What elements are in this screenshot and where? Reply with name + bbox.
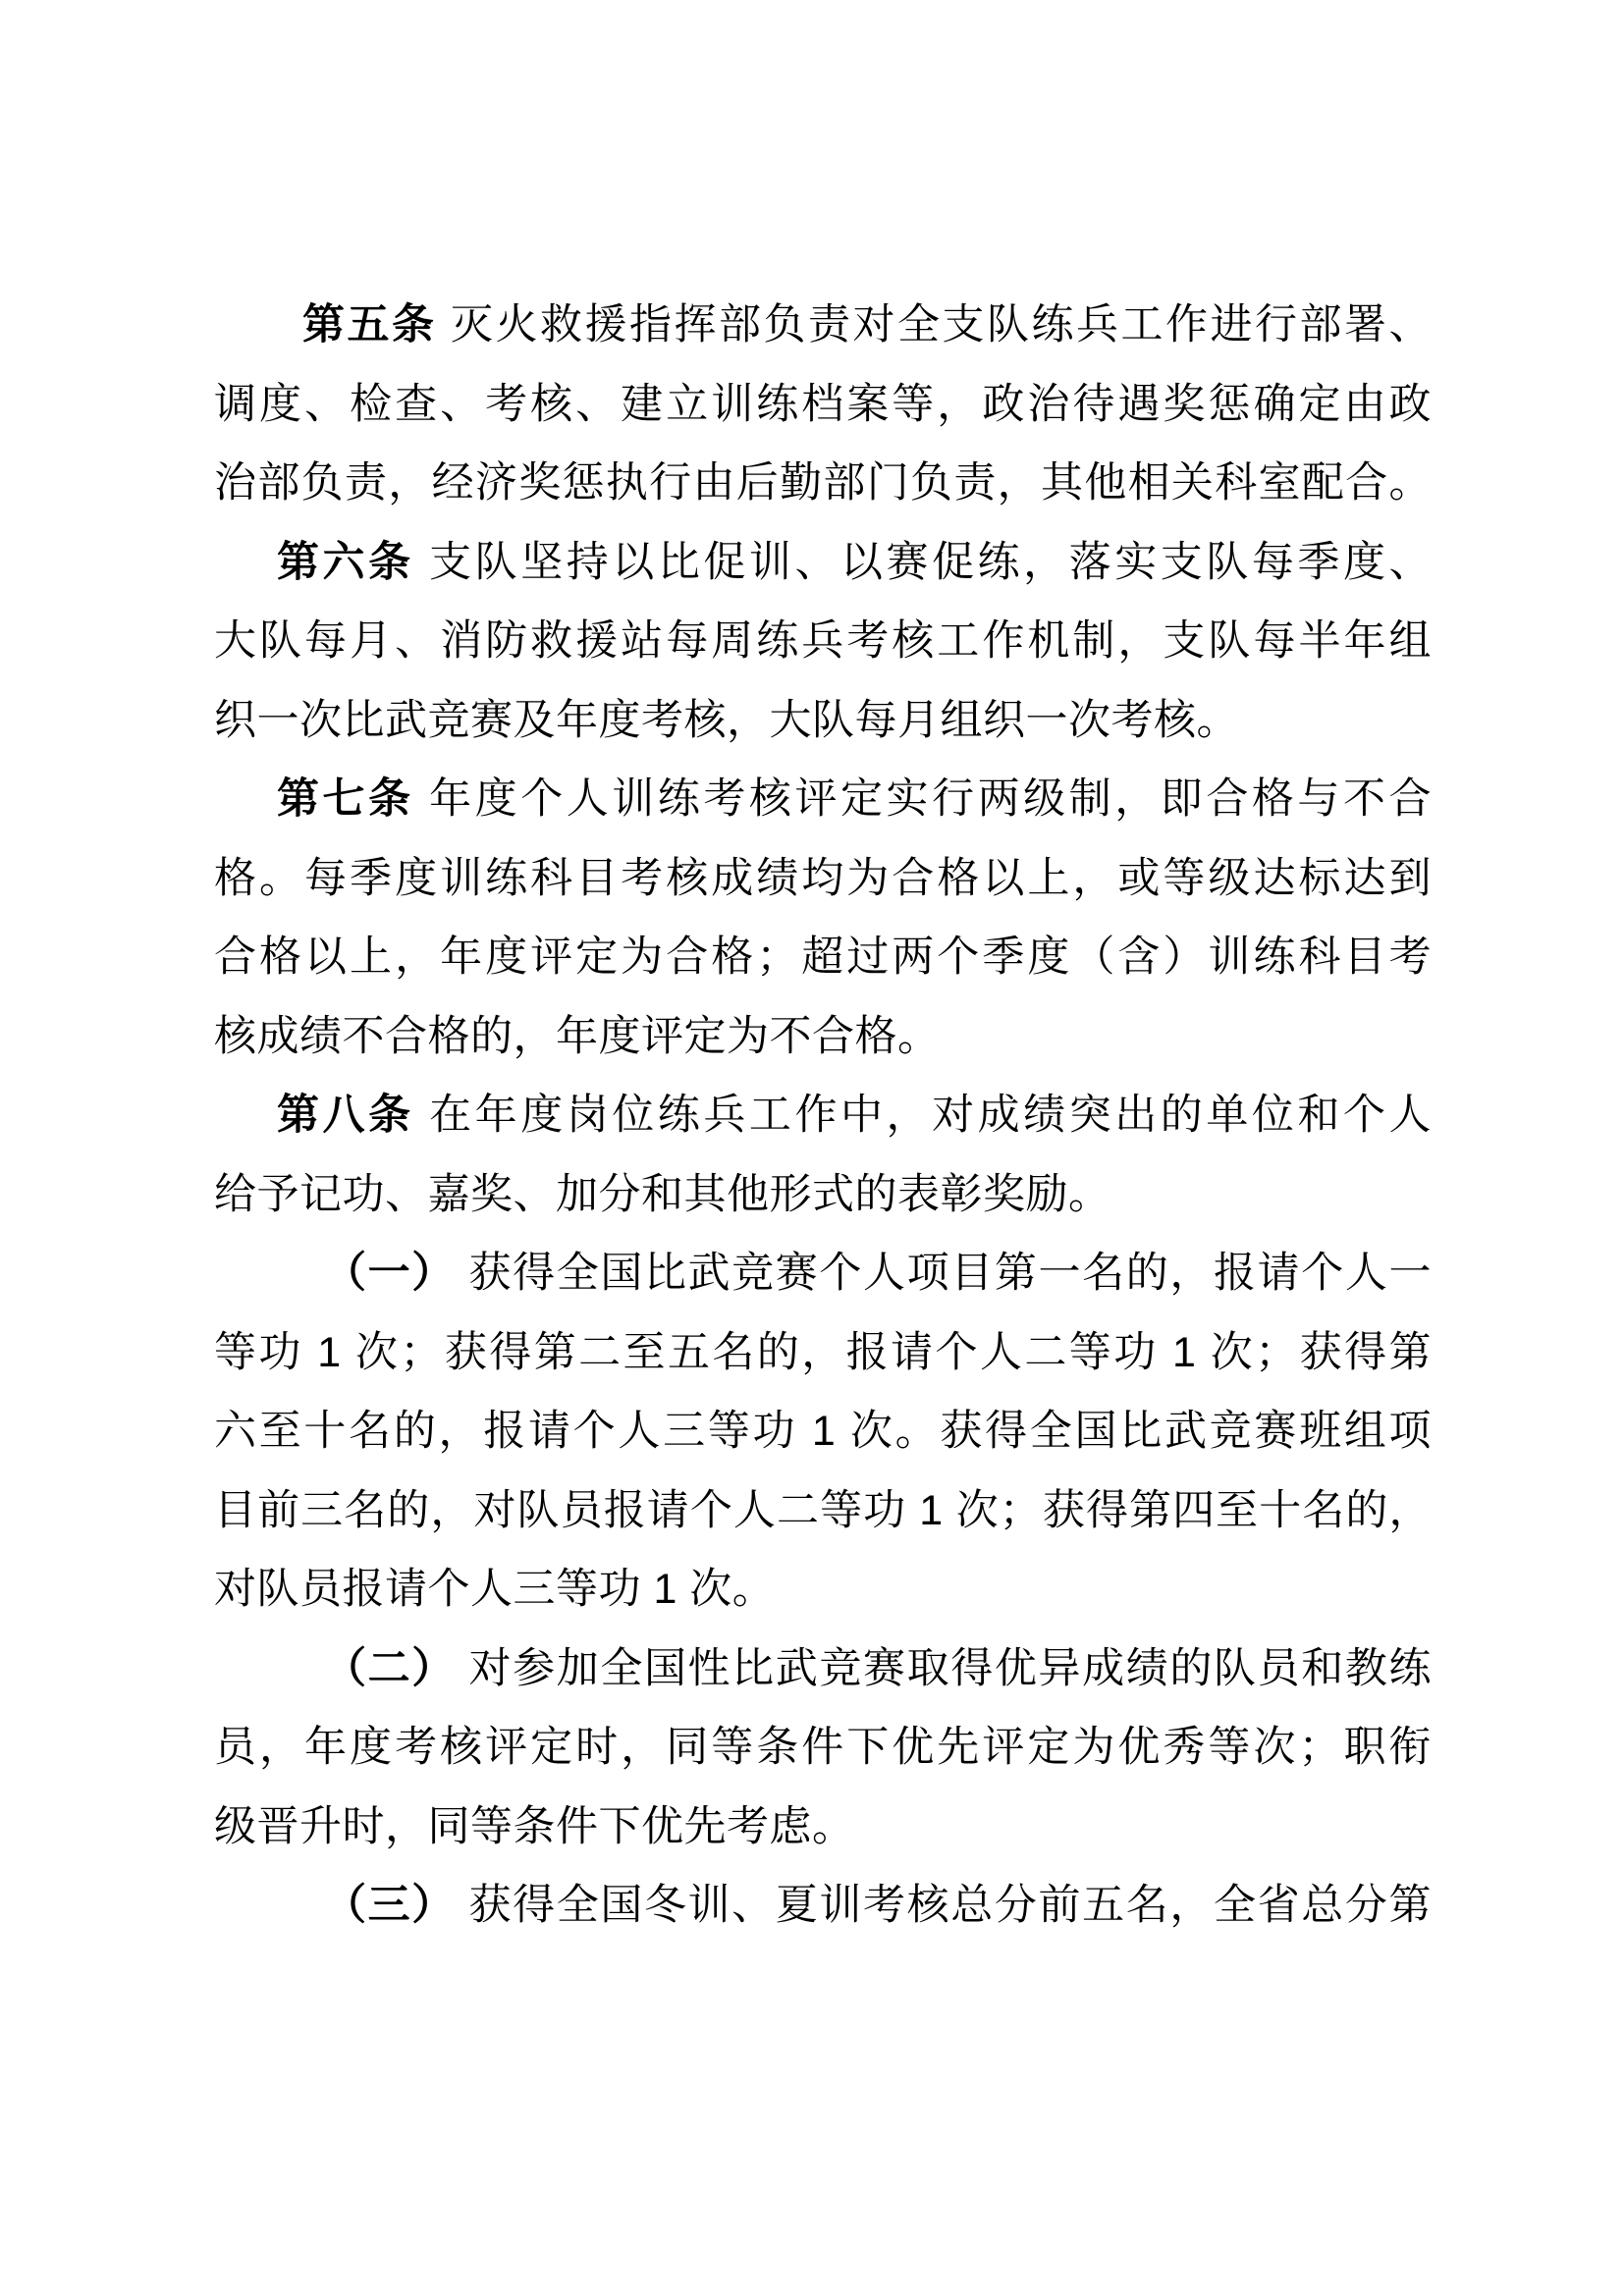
text-line: 第五条 灭火救援指挥部负责对全支队练兵工作进行部署、 bbox=[302, 301, 1433, 348]
text-line: 六至十名的，报请个人三等功 1 次。获得全国比武竞赛班组项 bbox=[214, 1408, 1432, 1455]
text-line: （三） 获得全国冬训、夏训考核总分前五名，全省总分第 bbox=[324, 1882, 1433, 1929]
text-line: 第八条 在年度岗位练兵工作中，对成绩突出的单位和个人 bbox=[277, 1092, 1433, 1139]
text-line: 大队每月、消防救援站每周练兵考核工作机制，支队每半年组 bbox=[214, 617, 1432, 665]
text-line: 治部负责，经济奖惩执行由后勤部门负责，其他相关科室配合。 bbox=[214, 459, 1432, 507]
text-line: 核成绩不合格的，年度评定为不合格。 bbox=[214, 1012, 941, 1060]
text-line: 员，年度考核评定时，同等条件下优先评定为优秀等次；职衔 bbox=[214, 1724, 1432, 1771]
text-line: 第七条 年度个人训练考核评定实行两级制，即合格与不合 bbox=[277, 775, 1433, 823]
paragraph-marker: 第七条 bbox=[277, 775, 414, 823]
paragraph-marker: 第五条 bbox=[302, 301, 437, 348]
paragraph-marker: 第六条 bbox=[277, 538, 414, 586]
text-line: 目前三名的，对队员报请个人二等功 1 次；获得第四至十名的， bbox=[214, 1486, 1432, 1534]
text-line: （一） 获得全国比武竞赛个人项目第一名的，报请个人一 bbox=[324, 1250, 1433, 1297]
text-line: 给予记功、嘉奖、加分和其他形式的表彰奖励。 bbox=[214, 1170, 1111, 1218]
text-line: 合格以上，年度评定为合格；超过两个季度（含）训练科目考 bbox=[214, 934, 1432, 981]
text-line: 调度、检查、考核、建立训练档案等，政治待遇奖惩确定由政 bbox=[214, 380, 1432, 428]
text-line: 织一次比武竞赛及年度考核，大队每月组织一次考核。 bbox=[214, 696, 1239, 744]
paragraph-marker: （一） bbox=[324, 1250, 456, 1297]
text-line: 格。每季度训练科目考核成绩均为合格以上，或等级达标达到 bbox=[214, 854, 1432, 902]
paragraph-marker: （二） bbox=[324, 1644, 456, 1692]
document-body bbox=[214, 286, 1432, 1946]
text-line: 第六条 支队坚持以比促训、以赛促练，落实支队每季度、 bbox=[277, 538, 1433, 586]
text-line: 对队员报请个人三等功 1 次。 bbox=[214, 1566, 776, 1613]
text-line: 等功 1 次；获得第二至五名的，报请个人二等功 1 次；获得第 bbox=[214, 1328, 1432, 1376]
text-line: 级晋升时，同等条件下优先考虑。 bbox=[214, 1802, 855, 1850]
paragraph-marker: 第八条 bbox=[277, 1092, 414, 1139]
text-line: （二） 对参加全国性比武竞赛取得优异成绩的队员和教练 bbox=[324, 1644, 1433, 1692]
paragraph-marker: （三） bbox=[324, 1882, 456, 1929]
